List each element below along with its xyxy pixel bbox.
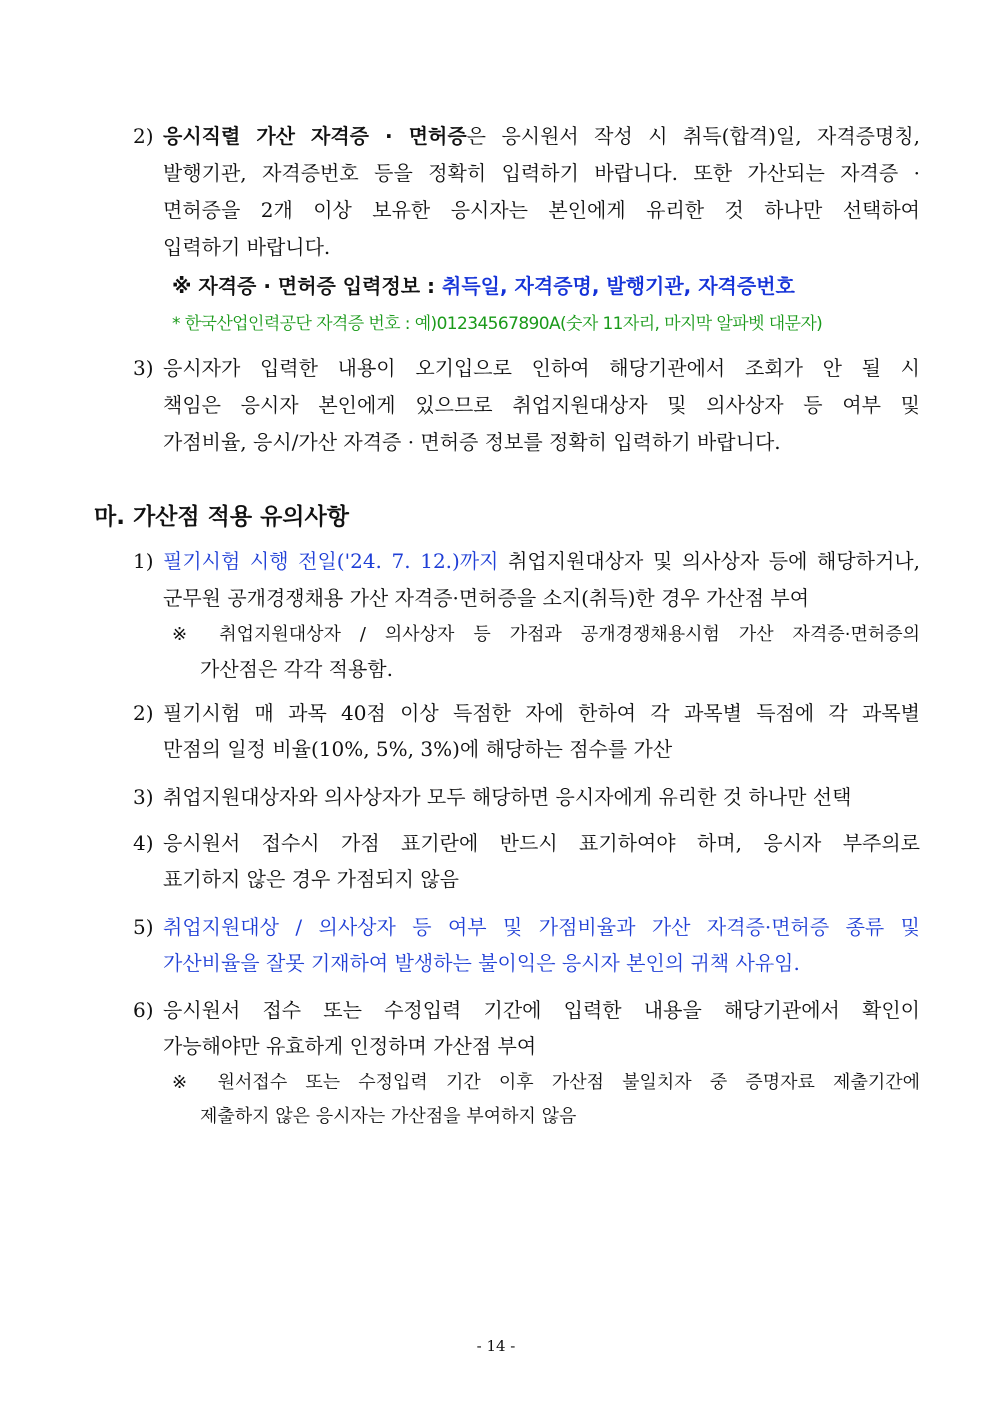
item-number: 5) xyxy=(133,915,154,939)
item-number: 4) xyxy=(133,831,154,855)
item-number: 3) xyxy=(133,356,154,380)
section-heading: 마. 가산점 적용 유의사항 xyxy=(94,504,349,530)
info-note xyxy=(172,272,795,300)
paragraph-line: 취업지원대상자와 의사상자가 모두 해당하면 응시자에게 유리한 것 하나만 선택 xyxy=(163,785,852,809)
paragraph-line: 필기시험 매 과목 40점 이상 득점한 자에 한하여 각 과목별 득점에 각 과목별 xyxy=(163,701,920,725)
note-value: 취득일, 자격증명, 발행기관, 자격증번호 xyxy=(442,274,795,298)
deadline-highlight: 필기시험 시행 전일('24. 7. 12.)까지 xyxy=(163,549,499,573)
text-span: 취업지원대상자 및 의사상자 등에 해당하거나, xyxy=(498,549,920,573)
text-span: 은 응시원서 작성 시 취득(합격)일, 자격증명칭, xyxy=(466,124,920,148)
paragraph-line: 입력하기 바랍니다. xyxy=(163,235,331,259)
note-line: ※ 원서접수 또는 수정입력 기간 이후 가산점 불일치자 중 증명자료 제출기간에 xyxy=(172,1072,920,1093)
paragraph-line: 책임은 응시자 본인에게 있으므로 취업지원대상자 및 의사상자 등 여부 및 xyxy=(163,393,920,417)
paragraph-line: 가능해야만 유효하게 인정하며 가산점 부여 xyxy=(163,1034,537,1058)
license-number-note: * 한국산업인력공단 자격증 번호 : 예)01234567890A(숫자 11자리, 마지막 알파벳 대문자) xyxy=(172,314,823,334)
note-label: ※ 자격증 · 면허증 입력정보 : xyxy=(172,274,443,298)
paragraph-line xyxy=(163,122,920,150)
page-number: - 14 - xyxy=(476,1337,516,1355)
paragraph-line: 응시원서 접수시 가점 표기란에 반드시 표기하여야 하며, 응시자 부주의로 xyxy=(163,831,920,855)
paragraph-line: 응시자가 입력한 내용이 오기입으로 인하여 해당기관에서 조회가 안 될 시 xyxy=(163,356,920,380)
item-number: 3) xyxy=(133,785,154,809)
item-number: 6) xyxy=(133,998,154,1022)
paragraph-line: 발행기관, 자격증번호 등을 정확히 입력하기 바랍니다. 또한 가산되는 자격증 · xyxy=(163,161,920,185)
note-line: 가산점은 각각 적용함. xyxy=(200,657,393,681)
paragraph-line: 군무원 공개경쟁채용 가산 자격증·면허증을 소지(취득)한 경우 가산점 부여 xyxy=(163,586,810,610)
paragraph-line: 만점의 일정 비율(10%, 5%, 3%)에 해당하는 점수를 가산 xyxy=(163,737,673,761)
note-line: ※ 취업지원대상자 / 의사상자 등 가점과 공개경쟁채용시험 가산 자격증·면허증의 xyxy=(172,624,920,645)
item-number: 2) xyxy=(133,701,154,725)
warning-line: 가산비율을 잘못 기재하여 발생하는 불이익은 응시자 본인의 귀책 사유임. xyxy=(163,951,800,975)
item-number: 1) xyxy=(133,549,154,573)
warning-line: 취업지원대상 / 의사상자 등 여부 및 가점비율과 가산 자격증·면허증 종류 및 xyxy=(163,915,920,939)
item-number: 2) xyxy=(133,124,154,148)
paragraph-line: 표기하지 않은 경우 가점되지 않음 xyxy=(163,867,459,891)
paragraph-line: 응시원서 접수 또는 수정입력 기간에 입력한 내용을 해당기관에서 확인이 xyxy=(163,998,920,1022)
paragraph-line: 면허증을 2개 이상 보유한 응시자는 본인에게 유리한 것 하나만 선택하여 xyxy=(163,198,920,222)
paragraph-line xyxy=(163,547,920,575)
paragraph-line: 가점비율, 응시/가산 자격증 · 면허증 정보를 정확히 입력하기 바랍니다. xyxy=(163,430,781,454)
bold-term: 응시직렬 가산 자격증 · 면허증 xyxy=(163,124,467,148)
note-line: 제출하지 않은 응시자는 가산점을 부여하지 않음 xyxy=(200,1106,577,1127)
